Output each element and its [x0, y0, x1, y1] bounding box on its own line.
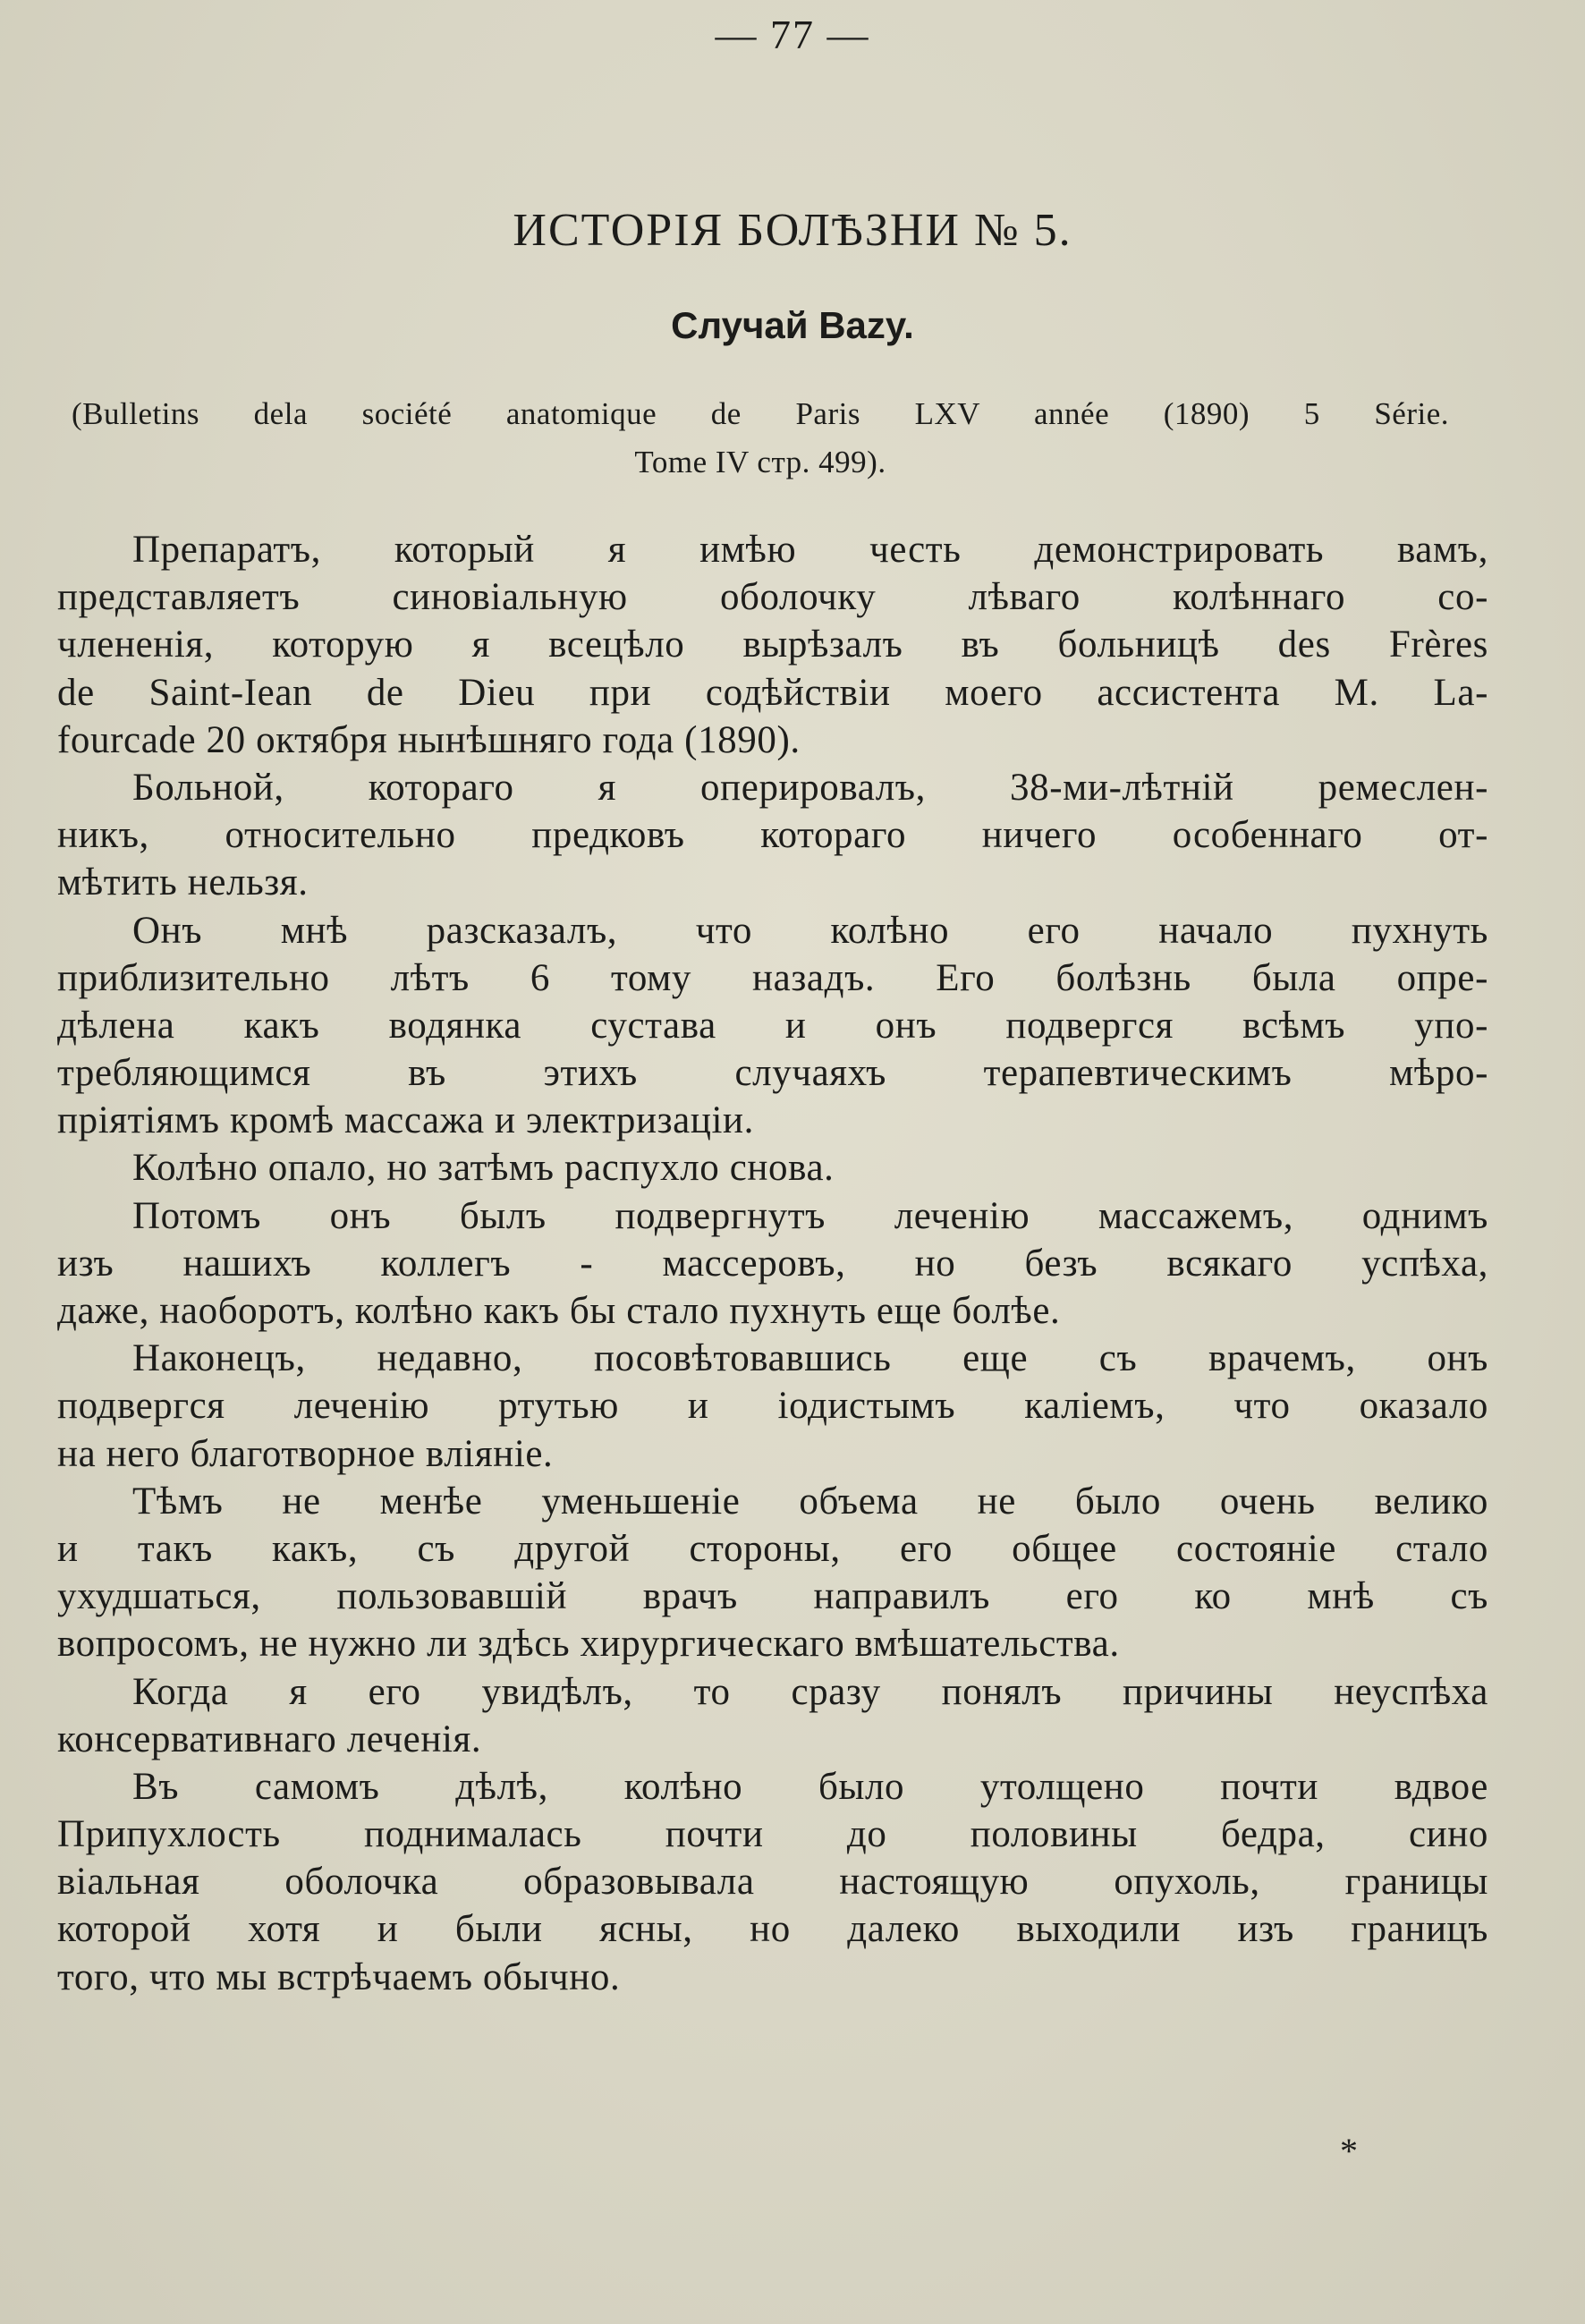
paragraph: [57, 1763, 1488, 2001]
paragraph: [57, 764, 1488, 907]
paragraph-line: віальная оболочка образовывала настоящую опухоль, границы: [57, 1861, 1488, 1904]
paragraph-line: никъ, относительно предковъ котораго ничего особеннаго от-: [57, 814, 1488, 857]
paragraph-line: Наконецъ, недавно, посовѣтовавшись еще съ врачемъ, онъ: [132, 1337, 1488, 1380]
paragraph-line: Препаратъ, который я имѣю честь демонстрировать вамъ,: [132, 529, 1488, 571]
paragraph-line: требляющимся въ этихъ случаяхъ терапевтическимъ мѣро-: [57, 1052, 1488, 1095]
paragraph-line: члененія, которую я всецѣло вырѣзалъ въ больницѣ des Frères: [57, 623, 1488, 666]
paragraph-line: fourcade 20 октября нынѣшняго года (1890).: [57, 718, 801, 761]
paragraph-line: подвергся леченію ртутью и іодистымъ каліемъ, что оказало: [57, 1385, 1488, 1428]
paragraph-line: консервативнаго леченія.: [57, 1718, 482, 1760]
citation-line-1: (Bulletins dela société anatomique de Paris LXV année (1890) 5 Série.: [72, 396, 1449, 431]
paragraph: [57, 526, 1488, 764]
citation-line-2: Tome IV стр. 499).: [634, 445, 886, 479]
paragraph: [57, 1144, 1488, 1192]
case-subheading: Случай Bazy.: [671, 304, 914, 346]
paragraph-line: дѣлена какъ водянка сустава и онъ подвергся всѣмъ упо-: [57, 1004, 1488, 1047]
paragraph-line: того, что мы встрѣчаемъ обычно.: [57, 1955, 621, 1998]
paragraph-line: Колѣно опало, но затѣмъ распухло снова.: [132, 1147, 835, 1190]
paragraph-line: Когда я его увидѣлъ, то сразу понялъ причины неуспѣха: [132, 1670, 1488, 1713]
paragraph: [57, 1478, 1488, 1668]
paragraph-line: вопросомъ, не нужно ли здѣсь хирургическаго вмѣшательства.: [57, 1623, 1120, 1666]
paragraph-line: и такъ какъ, съ другой стороны, его общее состояніе стало: [57, 1527, 1488, 1570]
paragraph-line: Потомъ онъ былъ подвергнутъ леченію массажемъ, однимъ: [132, 1194, 1488, 1237]
paragraph-line: на него благотворное вліяніе.: [57, 1432, 554, 1475]
paragraph-line: даже, наоборотъ, колѣно какъ бы стало пухнуть еще болѣе.: [57, 1290, 1061, 1332]
paragraph-line: de Saint-Iean de Dieu при содѣйствіи моего ассистента M. La-: [57, 671, 1488, 714]
paragraph-line: Припухлость поднималась почти до половины бедра, сино: [57, 1813, 1488, 1856]
paragraph-line: приблизительно лѣтъ 6 тому назадъ. Его болѣзнь была опре-: [57, 956, 1488, 999]
paragraph: [57, 1192, 1488, 1336]
body-text: [57, 526, 1488, 2001]
paragraph: [57, 1668, 1488, 1763]
case-heading: ИСТОРІЯ БОЛѢЗНИ № 5.: [513, 205, 1072, 256]
paragraph-line: представляетъ синовіальную оболочку лѣваго колѣннаго со-: [57, 576, 1488, 619]
paragraph-line: Больной, котораго я оперировалъ, 38-ми-лѣтній ремеслен-: [132, 766, 1488, 809]
paragraph-line: изъ нашихъ коллегъ - массеровъ, но безъ всякаго успѣха,: [57, 1242, 1488, 1285]
paragraph-line: Онъ мнѣ разсказалъ, что колѣно его начало пухнуть: [132, 909, 1488, 952]
page-number: — 77 —: [715, 12, 870, 57]
citation: [72, 390, 1449, 487]
paragraph-line: Въ самомъ дѣлѣ, колѣно было утолщено почти вдвое: [132, 1765, 1488, 1808]
paragraph-line: пріятіямъ кромѣ массажа и электризаціи.: [57, 1099, 754, 1142]
paragraph: [57, 1335, 1488, 1478]
paragraph-line: которой хотя и были ясны, но далеко выходили изъ границъ: [57, 1908, 1488, 1951]
paragraph: [57, 907, 1488, 1145]
paragraph-line: мѣтить нельзя.: [57, 861, 309, 904]
asterisk-mark: *: [1340, 2131, 1358, 2171]
paragraph-line: Тѣмъ не менѣе уменьшеніе объема не было очень велико: [132, 1480, 1488, 1522]
paragraph-line: ухудшаться, пользовавшій врачъ направилъ его ко мнѣ съ: [57, 1575, 1488, 1618]
